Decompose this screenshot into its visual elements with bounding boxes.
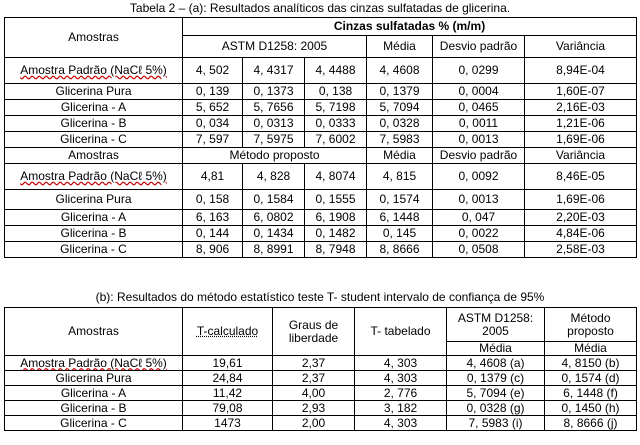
value-cell: 0, 0333 <box>305 116 367 132</box>
media-cell: 7, 5983 <box>367 132 433 148</box>
t-calc-cell: 11,42 <box>183 386 273 401</box>
amostra-cell: Glicerina - C <box>5 242 183 258</box>
value-cell: 6, 1908 <box>305 210 367 226</box>
astm-cell: 4, 4608 (a) <box>447 356 545 371</box>
desvio-cell: 0, 047 <box>433 210 525 226</box>
variancia-header: Variância <box>525 148 637 164</box>
astm-cell: 5, 7094 (e) <box>447 386 545 401</box>
graus-cell: 2,93 <box>273 401 355 416</box>
value-cell: 8, 8991 <box>243 242 305 258</box>
value-cell: 0, 1555 <box>305 190 367 210</box>
graus-cell: 2,37 <box>273 356 355 371</box>
amostra-cell: Amostra Padrão (NaCℓ 5%) <box>5 58 183 84</box>
desvio-cell: 0, 0299 <box>433 58 525 84</box>
media-cell: 0, 1574 <box>367 190 433 210</box>
astm-cell: 7, 5983 (i) <box>447 416 545 431</box>
amostra-cell: Glicerina - A <box>5 210 183 226</box>
table-row <box>5 100 637 116</box>
amostra-cell: Glicerina - B <box>5 226 183 242</box>
t-calc-cell: 1473 <box>183 416 273 431</box>
value-cell: 0, 1482 <box>305 226 367 242</box>
desvio-cell: 0, 0004 <box>433 84 525 100</box>
table-row <box>5 84 637 100</box>
variancia-cell: 8,94E-04 <box>525 58 637 84</box>
value-cell: 8, 906 <box>183 242 243 258</box>
value-cell: 6, 163 <box>183 210 243 226</box>
astm-cell: 0, 0328 (g) <box>447 401 545 416</box>
amostra-cell: Glicerina Pura <box>5 190 183 210</box>
table-row <box>5 401 637 416</box>
variancia-cell: 1,60E-07 <box>525 84 637 100</box>
table-row <box>5 242 637 258</box>
metodo-header: Método proposto <box>545 308 637 342</box>
media-header: Média <box>545 342 637 356</box>
metodo-cell: 0, 1574 (d) <box>545 371 637 386</box>
table-row <box>5 132 637 148</box>
variancia-cell: 1,21E-06 <box>525 116 637 132</box>
table-row <box>5 416 637 431</box>
value-cell: 4, 828 <box>243 164 305 190</box>
t-tab-cell: 4, 303 <box>355 356 447 371</box>
variancia-header: Variância <box>525 36 637 58</box>
t-tab-cell: 4, 303 <box>355 371 447 386</box>
metodo-cell: 8, 8666 (j) <box>545 416 637 431</box>
value-cell: 0, 1373 <box>243 84 305 100</box>
desvio-cell: 0, 0013 <box>433 190 525 210</box>
t-calc-cell: 19,61 <box>183 356 273 371</box>
amostra-cell: Glicerina - C <box>5 416 183 431</box>
variancia-cell: 2,20E-03 <box>525 210 637 226</box>
t-tab-cell: 4, 303 <box>355 416 447 431</box>
amostra-cell: Glicerina - B <box>5 116 183 132</box>
variancia-cell: 1,69E-06 <box>525 132 637 148</box>
amostras-header: Amostras <box>5 18 183 58</box>
media-cell: 4, 815 <box>367 164 433 190</box>
desvio-cell: 0, 0508 <box>433 242 525 258</box>
media-header: Média <box>447 342 545 356</box>
t-calc-cell: 24,84 <box>183 371 273 386</box>
value-cell: 0, 138 <box>305 84 367 100</box>
value-cell: 4, 502 <box>183 58 243 84</box>
table-row <box>5 371 637 386</box>
value-cell: 5, 7198 <box>305 100 367 116</box>
desvio-cell: 0, 0013 <box>433 132 525 148</box>
table-a <box>4 17 637 258</box>
table-row <box>5 356 637 371</box>
metodo-cell: 6, 1448 (f) <box>545 386 637 401</box>
metodo-header: Método proposto <box>183 148 367 164</box>
graus-cell: 2,00 <box>273 416 355 431</box>
value-cell: 7, 6002 <box>305 132 367 148</box>
table-row <box>5 210 637 226</box>
media-cell: 0, 0328 <box>367 116 433 132</box>
table-b <box>4 307 637 431</box>
desvio-header: Desvio padrão <box>433 148 525 164</box>
desvio-header: Desvio padrão <box>433 36 525 58</box>
table-row <box>5 386 637 401</box>
table-row <box>5 190 637 210</box>
media-header: Média <box>367 148 433 164</box>
group-header: Cinzas sulfatadas % (m/m) <box>183 18 637 36</box>
media-cell: 5, 7094 <box>367 100 433 116</box>
value-cell: 0, 1434 <box>243 226 305 242</box>
table-row <box>5 116 637 132</box>
t-calc-cell: 79,08 <box>183 401 273 416</box>
desvio-cell: 0, 0022 <box>433 226 525 242</box>
amostra-cell: Glicerina - A <box>5 100 183 116</box>
variancia-cell: 2,58E-03 <box>525 242 637 258</box>
amostra-cell: Amostra Padrão (NaCℓ 5%) <box>5 164 183 190</box>
astm-header: ASTM D1258: 2005 <box>447 308 545 342</box>
value-cell: 5, 7656 <box>243 100 305 116</box>
media-cell: 8, 8666 <box>367 242 433 258</box>
amostras-header: Amostras <box>5 148 183 164</box>
graus-cell: 2,37 <box>273 371 355 386</box>
metodo-cell: 4, 8150 (b) <box>545 356 637 371</box>
variancia-cell: 1,69E-06 <box>525 190 637 210</box>
table-b-title: (b): Resultados do método estatístico teste T- student intervalo de confiança de 95% <box>95 290 545 304</box>
amostra-cell: Glicerina - C <box>5 132 183 148</box>
value-cell: 4, 8074 <box>305 164 367 190</box>
amostra-cell: Glicerina - B <box>5 401 183 416</box>
astm-header: ASTM D1258: 2005 <box>183 36 367 58</box>
value-cell: 6, 0802 <box>243 210 305 226</box>
amostra-cell: Glicerina - A <box>5 386 183 401</box>
amostras-header: Amostras <box>5 308 183 356</box>
media-cell: 0, 145 <box>367 226 433 242</box>
value-cell: 7, 597 <box>183 132 243 148</box>
amostra-cell: Amostra Padrão (NaCℓ 5%) <box>5 356 183 371</box>
t-tab-cell: 3, 182 <box>355 401 447 416</box>
value-cell: 8, 7948 <box>305 242 367 258</box>
t-tab-cell: 2, 776 <box>355 386 447 401</box>
amostra-cell: Glicerina Pura <box>5 84 183 100</box>
value-cell: 0, 0313 <box>243 116 305 132</box>
media-cell: 4, 4608 <box>367 58 433 84</box>
table-row <box>5 164 637 190</box>
amostra-cell: Glicerina Pura <box>5 371 183 386</box>
table-title: Tabela 2 – (a): Resultados analíticos das cinzas sulfatadas de glicerina. <box>129 1 511 15</box>
value-cell: 4, 4488 <box>305 58 367 84</box>
astm-cell: 0, 1379 (c) <box>447 371 545 386</box>
value-cell: 5, 652 <box>183 100 243 116</box>
value-cell: 0, 144 <box>183 226 243 242</box>
value-cell: 4, 4317 <box>243 58 305 84</box>
graus-cell: 4,00 <box>273 386 355 401</box>
value-cell: 0, 034 <box>183 116 243 132</box>
metodo-cell: 0, 1450 (h) <box>545 401 637 416</box>
desvio-cell: 0, 0465 <box>433 100 525 116</box>
value-cell: 0, 1584 <box>243 190 305 210</box>
value-cell: 7, 5975 <box>243 132 305 148</box>
media-header: Média <box>367 36 433 58</box>
table-row <box>5 58 637 84</box>
value-cell: 0, 139 <box>183 84 243 100</box>
variancia-cell: 4,84E-06 <box>525 226 637 242</box>
variancia-cell: 2,16E-03 <box>525 100 637 116</box>
t-calculado-header: T-calculado <box>183 308 273 356</box>
variancia-cell: 8,46E-05 <box>525 164 637 190</box>
table-row <box>5 226 637 242</box>
desvio-cell: 0, 0092 <box>433 164 525 190</box>
t-tabelado-header: T- tabelado <box>355 308 447 356</box>
media-cell: 0, 1379 <box>367 84 433 100</box>
desvio-cell: 0, 0011 <box>433 116 525 132</box>
value-cell: 4,81 <box>183 164 243 190</box>
media-cell: 6, 1448 <box>367 210 433 226</box>
value-cell: 0, 158 <box>183 190 243 210</box>
graus-header: Graus de liberdade <box>273 308 355 356</box>
